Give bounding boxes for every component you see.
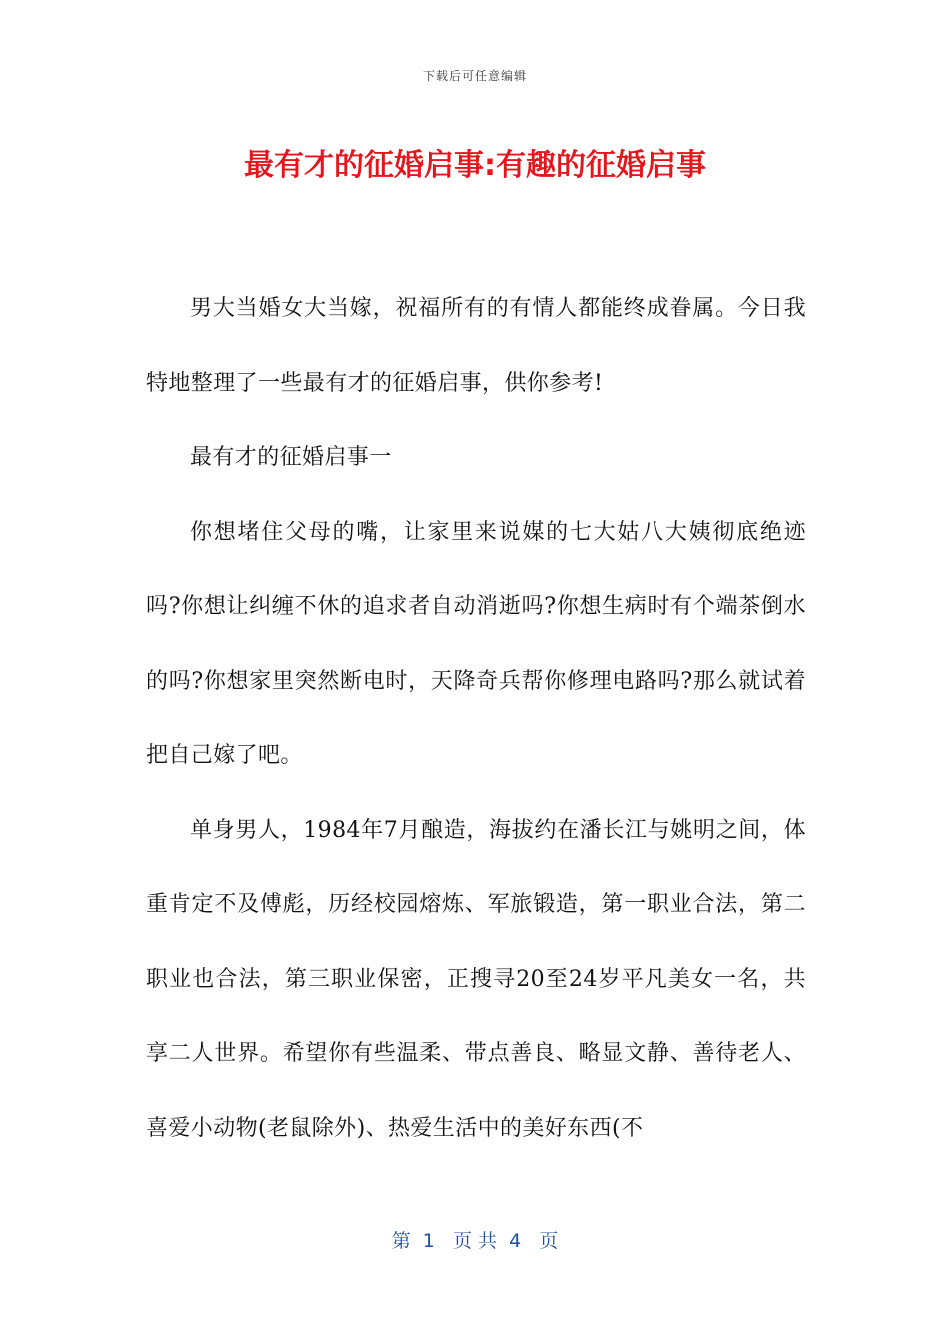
document-body: [146, 272, 806, 1166]
paragraph-questions: 你想堵住父母的嘴，让家里来说媒的七大姑八大姨彻底绝迹吗?你想让纠缠不休的追求者自动消逝吗?你想生病时有个端茶倒水的吗?你想家里突然断电时，天降奇兵帮你修理电路吗?那么就试着把自己嫁了吧。: [146, 519, 806, 768]
document-title: 最有才的征婚启事:有趣的征婚启事: [244, 148, 706, 183]
paragraph-section-heading: 最有才的征婚启事一: [190, 445, 392, 470]
page-number-footer: 第 1 页 共 4 页: [391, 1230, 559, 1252]
page-header-note: 下载后可任意编辑: [422, 69, 527, 83]
paragraph-intro: 男大当婚女大当嫁，祝福所有的有情人都能终成眷属。今日我特地整理了一些最有才的征婚启事，供你参考!: [146, 296, 806, 396]
paragraph-self-description: 单身男人，1984年7月酿造，海拔约在潘长江与姚明之间，体重肯定不及傅彪，历经校园熔炼、军旅锻造，第一职业合法，第二职业也合法，第三职业保密，正搜寻20至24岁平凡美女一名，共享二人世界。希望你有些温柔、带点善良、略显文静、善待老人、喜爱小动物(老鼠除外)、热爱生活中的美好东西(不: [146, 817, 806, 1141]
